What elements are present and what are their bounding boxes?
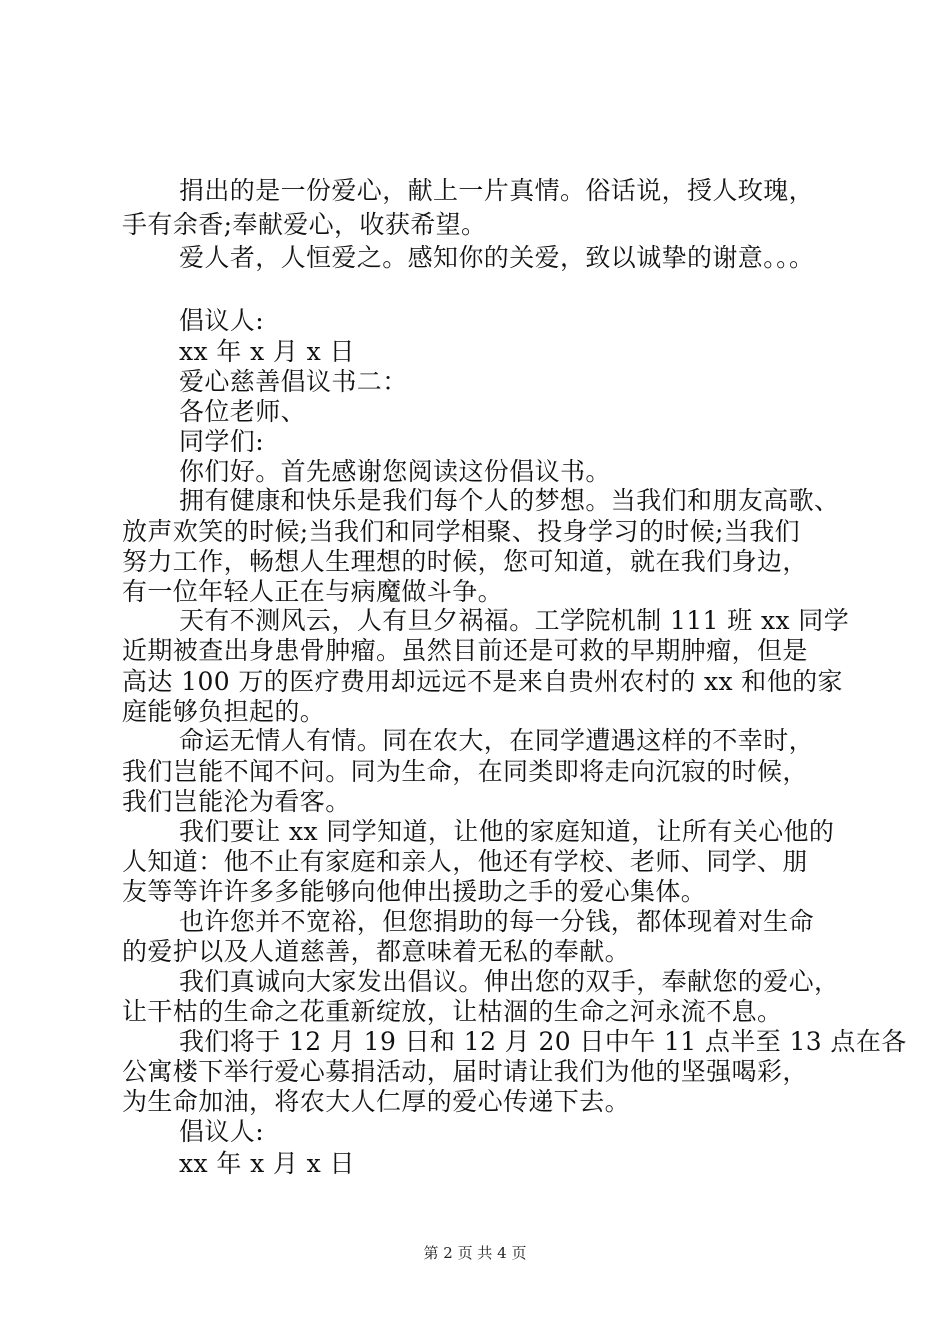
text-line: 我们真诚向大家发出倡议。伸出您的双手，奉献您的爱心， — [179, 967, 840, 996]
text-line: 拥有健康和快乐是我们每个人的梦想。当我们和朋友高歌、 — [179, 486, 840, 515]
text-line: 为生命加油，将农大人仁厚的爱心传递下去。 — [122, 1087, 631, 1116]
section-title: 爱心慈善倡议书二： — [179, 367, 408, 396]
page-number-footer: 第 2 页 共 4 页 — [423, 1244, 527, 1262]
text-line: 我们将于 12 月 19 日和 12 月 20 日中午 11 点半至 13 点在各 — [179, 1027, 907, 1056]
text-line: 友等等许许多多能够向他伸出援助之手的爱心集体。 — [122, 877, 707, 906]
text-line: 高达 100 万的医疗费用却远远不是来自贵州农村的 xx 和他的家 — [122, 667, 843, 696]
text-line: 我们要让 xx 同学知道，让他的家庭知道，让所有关心他的 — [179, 817, 835, 846]
text-line: 我们岂能不闻不问。同为生命，在同类即将走向沉寂的时候， — [122, 757, 808, 786]
date-line: xx 年 x 月 x 日 — [179, 337, 355, 366]
text-line: 也许您并不宽裕，但您捐助的每一分钱，都体现着对生命 — [179, 907, 815, 936]
text-line: 庭能够负担起的。 — [122, 697, 326, 726]
text-line: 努力工作，畅想人生理想的时候，您可知道，就在我们身边， — [122, 547, 808, 576]
date-line: xx 年 x 月 x 日 — [179, 1149, 355, 1178]
text-line: 命运无情人有情。同在农大，在同学遭遇这样的不幸时， — [179, 726, 815, 755]
text-line: 让干枯的生命之花重新绽放，让枯涸的生命之河永流不息。 — [122, 997, 783, 1026]
salutation-line: 同学们: — [179, 427, 265, 456]
text-line: 捐出的是一份爱心，献上一片真情。俗话说，授人玫瑰， — [179, 176, 815, 205]
text-line: 我们岂能沦为看客。 — [122, 787, 351, 816]
text-line: 手有余香;奉献爱心，收获希望。 — [122, 210, 487, 239]
text-line: 爱人者，人恒爱之。感知你的关爱，致以诚挚的谢意。。。 — [179, 243, 815, 272]
text-line: 你们好。首先感谢您阅读这份倡议书。 — [179, 457, 611, 486]
signature-label: 倡议人: — [179, 306, 265, 335]
text-line: 人知道：他不止有家庭和亲人，他还有学校、老师、同学、朋 — [122, 847, 808, 876]
text-line: 公寓楼下举行爱心募捐活动，届时请让我们为他的坚强喝彩， — [122, 1057, 808, 1086]
text-line: 有一位年轻人正在与病魔做斗争。 — [122, 577, 504, 606]
signature-label: 倡议人: — [179, 1117, 265, 1146]
text-line: 近期被查出身患骨肿瘤。虽然目前还是可救的早期肿瘤，但是 — [122, 636, 808, 665]
salutation-line: 各位老师、 — [179, 397, 307, 426]
text-line: 放声欢笑的时候;当我们和同学相聚、投身学习的时候;当我们 — [122, 517, 801, 546]
text-line: 天有不测风云，人有旦夕祸福。工学院机制 111 班 xx 同学 — [179, 606, 850, 635]
text-line: 的爱护以及人道慈善，都意味着无私的奉献。 — [122, 937, 631, 966]
